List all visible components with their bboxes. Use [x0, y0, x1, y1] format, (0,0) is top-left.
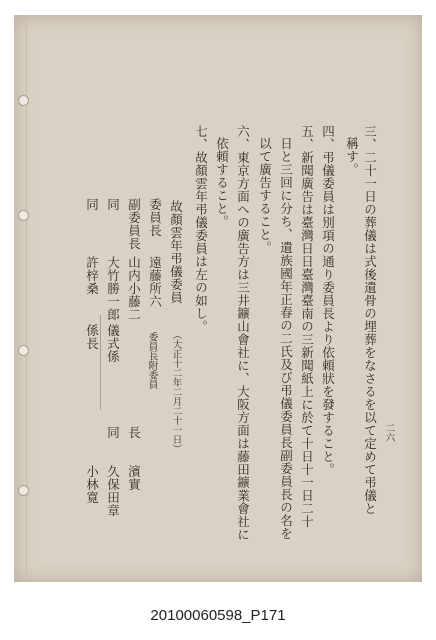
binding-hole: [18, 210, 29, 221]
column-rule: [100, 315, 101, 410]
member-name: 遠藤所六: [147, 256, 163, 308]
binding-hole: [18, 95, 29, 106]
body-line: 稱す。: [344, 137, 360, 176]
committee-header: 故顏雲年弔儀委員: [168, 200, 184, 304]
body-line: 四、弔儀委員は別項の通り委員長より依頼狀を發すること。: [320, 125, 336, 476]
body-line: 以て廣告すること。: [257, 137, 273, 254]
staff-role: 同: [105, 426, 121, 439]
page-number: 二六: [383, 423, 395, 442]
staff-name: 濱實: [126, 465, 142, 491]
staff-name: 小林寛: [84, 465, 100, 504]
body-line: 五、新聞廣告は臺灣日日臺灣臺南の三新聞紙上に於て十日十一日二十: [299, 125, 315, 528]
image-caption: 20100060598_P171: [150, 607, 286, 624]
body-line: 六、東京方面への廣告方は三井鑛山會社に、大阪方面は藤田鑛業會社に: [235, 125, 251, 541]
member-role: 同: [105, 198, 121, 211]
staff-name: 久保田章: [105, 465, 121, 517]
member-role: 同: [84, 198, 100, 211]
staff-role: 長: [126, 426, 142, 439]
member-role: 副委員長: [126, 198, 142, 250]
binding-hole: [18, 485, 29, 496]
attached-header: 委員長附委員: [146, 332, 158, 389]
body-line: 三、二十一日の葬儀は式後遺骨の埋葬をなさるを以て定めて弔儀と: [362, 125, 378, 515]
member-role: 委員長: [147, 198, 163, 237]
committee-date: （大正十二年二月二十一日）: [170, 330, 182, 454]
body-line: 日と三回に分ち、遺族國年正春の二氏及び弔儀委員長副委員長の名を: [278, 137, 294, 540]
member-name: 大竹勝一郎: [105, 256, 121, 321]
member-name: 山内小藤二: [126, 256, 142, 321]
body-line: 七、故顏雲年弔儀委員は左の如し。: [193, 125, 209, 333]
document-page: [14, 15, 422, 582]
staff-role: 係長: [84, 324, 100, 350]
binding-hole: [18, 345, 29, 356]
staff-role: 儀式係: [105, 324, 121, 363]
member-name: 許梓桑: [84, 256, 100, 295]
body-line: 依頼すること。: [214, 137, 230, 228]
